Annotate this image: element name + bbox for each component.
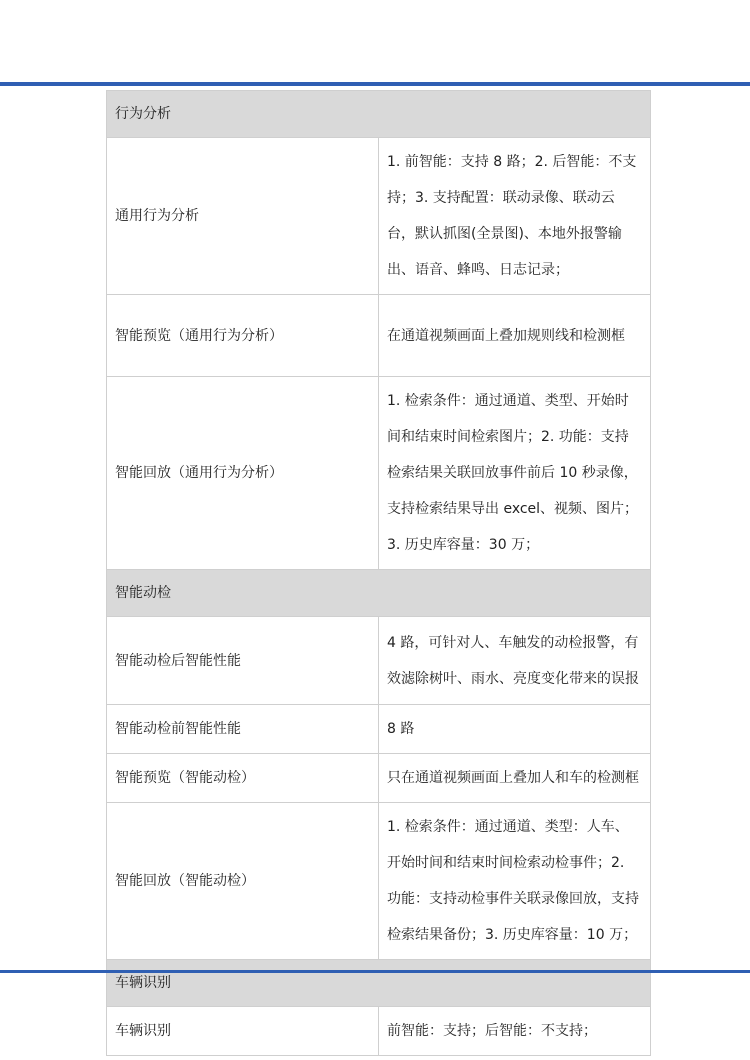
table-row: [107, 1007, 651, 1056]
feature-desc: 8 路: [379, 705, 651, 754]
table-row: [107, 295, 651, 377]
feature-desc: 4 路，可针对人、车触发的动检报警，有效滤除树叶、雨水、亮度变化带来的误报: [379, 617, 651, 705]
feature-name: 智能预览（通用行为分析）: [107, 295, 379, 377]
feature-name: 智能动检前智能性能: [107, 705, 379, 754]
table-row: [107, 377, 651, 570]
section-row: [107, 91, 651, 138]
section-row: [107, 570, 651, 617]
table-row: [107, 617, 651, 705]
feature-name: 车辆识别: [107, 1007, 379, 1056]
feature-name: 通用行为分析: [107, 138, 379, 295]
spec-table: [106, 90, 651, 1056]
section-title: 行为分析: [107, 91, 651, 138]
section-row: [107, 960, 651, 1007]
feature-name: 智能回放（智能动检）: [107, 803, 379, 960]
feature-name: 智能回放（通用行为分析）: [107, 377, 379, 570]
footer-rule: [0, 970, 750, 973]
table-row: [107, 803, 651, 960]
section-title: 车辆识别: [107, 960, 651, 1007]
feature-desc: 在通道视频画面上叠加规则线和检测框: [379, 295, 651, 377]
feature-desc: 1. 检索条件：通过通道、类型、开始时间和结束时间检索图片；2. 功能：支持检索结果关联回放事件前后 10 秒录像，支持检索结果导出 excel、视频、图片；3. 历史库容量：30 万；: [379, 377, 651, 570]
feature-desc: 1. 检索条件：通过通道、类型：人车、开始时间和结束时间检索动检事件；2. 功能：支持动检事件关联录像回放，支持检索结果备份；3. 历史库容量：10 万；: [379, 803, 651, 960]
feature-desc: 只在通道视频画面上叠加人和车的检测框: [379, 754, 651, 803]
table-row: [107, 138, 651, 295]
table-row: [107, 705, 651, 754]
header-rule: [0, 82, 750, 86]
feature-name: 智能预览（智能动检）: [107, 754, 379, 803]
table-row: [107, 754, 651, 803]
section-title: 智能动检: [107, 570, 651, 617]
feature-desc: 1. 前智能：支持 8 路；2. 后智能：不支持；3. 支持配置：联动录像、联动云台，默认抓图(全景图)、本地外报警输出、语音、蜂鸣、日志记录；: [379, 138, 651, 295]
feature-name: 智能动检后智能性能: [107, 617, 379, 705]
feature-desc: 前智能：支持；后智能：不支持；: [379, 1007, 651, 1056]
